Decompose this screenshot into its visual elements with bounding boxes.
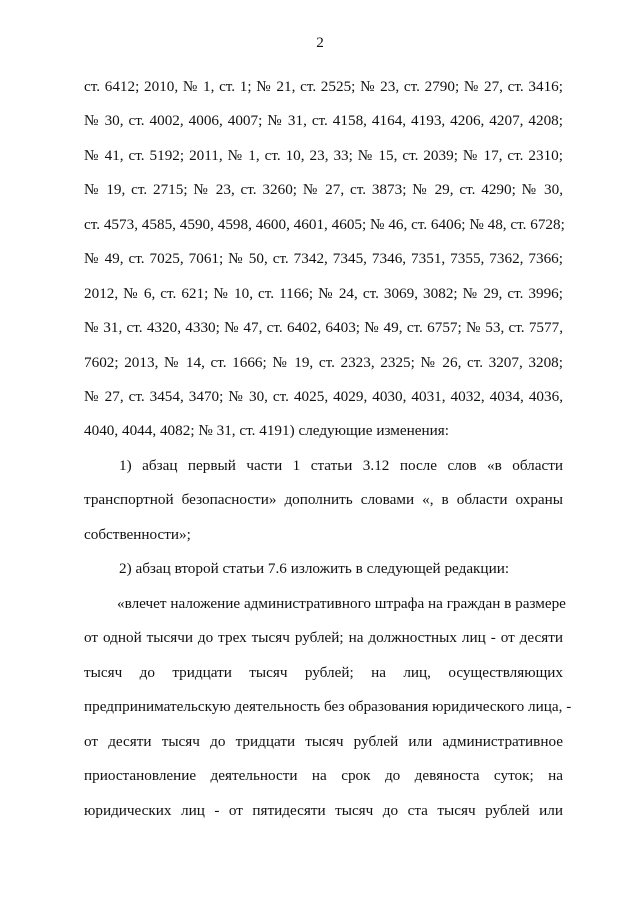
text-line: № 27, ст. 3454, 3470; № 30, ст. 4025, 4029, 4030, 4031, 4032, 4034, 4036,: [84, 388, 563, 405]
text-line: собственности»;: [84, 526, 191, 543]
text-line: предпринимательскую деятельность без образования юридического лица, -: [84, 698, 572, 715]
text-line: ст. 4573, 4585, 4590, 4598, 4600, 4601, 4605; № 46, ст. 6406; № 48, ст. 6728;: [84, 216, 565, 233]
text-line: 7602; 2013, № 14, ст. 1666; № 19, ст. 2323, 2325; № 26, ст. 3207, 3208;: [84, 354, 563, 371]
text-line: от десяти тысяч до тридцати тысяч рублей или административное: [84, 733, 563, 750]
text-line: 1) абзац первый части 1 статьи 3.12 после слов «в области: [119, 457, 563, 474]
text-line: № 31, ст. 4320, 4330; № 47, ст. 6402, 6403; № 49, ст. 6757; № 53, ст. 7577,: [84, 319, 563, 336]
page-number: 2: [316, 34, 324, 51]
text-line: юридических лиц - от пятидесяти тысяч до ста тысяч рублей или: [84, 802, 563, 819]
text-line: № 49, ст. 7025, 7061; № 50, ст. 7342, 7345, 7346, 7351, 7355, 7362, 7366;: [84, 250, 563, 267]
text-line: тысяч до тридцати тысяч рублей; на лиц, осуществляющих: [84, 664, 563, 681]
text-line: № 30, ст. 4002, 4006, 4007; № 31, ст. 4158, 4164, 4193, 4206, 4207, 4208;: [84, 112, 563, 129]
text-line: № 41, ст. 5192; 2011, № 1, ст. 10, 23, 33; № 15, ст. 2039; № 17, ст. 2310;: [84, 147, 563, 164]
text-line: 4040, 4044, 4082; № 31, ст. 4191) следующие изменения:: [84, 422, 449, 439]
text-line: 2) абзац второй статьи 7.6 изложить в следующей редакции:: [119, 560, 510, 577]
text-line: от одной тысячи до трех тысяч рублей; на должностных лиц - от десяти: [84, 629, 563, 646]
text-line: транспортной безопасности» дополнить словами «, в области охраны: [84, 491, 563, 508]
text-line: ст. 6412; 2010, № 1, ст. 1; № 21, ст. 2525; № 23, ст. 2790; № 27, ст. 3416;: [84, 78, 563, 95]
text-line: 2012, № 6, ст. 621; № 10, ст. 1166; № 24, ст. 3069, 3082; № 29, ст. 3996;: [84, 285, 563, 302]
text-line: № 19, ст. 2715; № 23, ст. 3260; № 27, ст. 3873; № 29, ст. 4290; № 30,: [84, 181, 563, 198]
text-line: приостановление деятельности на срок до девяноста суток; на: [84, 767, 563, 784]
text-line: «влечет наложение административного штрафа на граждан в размере: [117, 595, 566, 612]
